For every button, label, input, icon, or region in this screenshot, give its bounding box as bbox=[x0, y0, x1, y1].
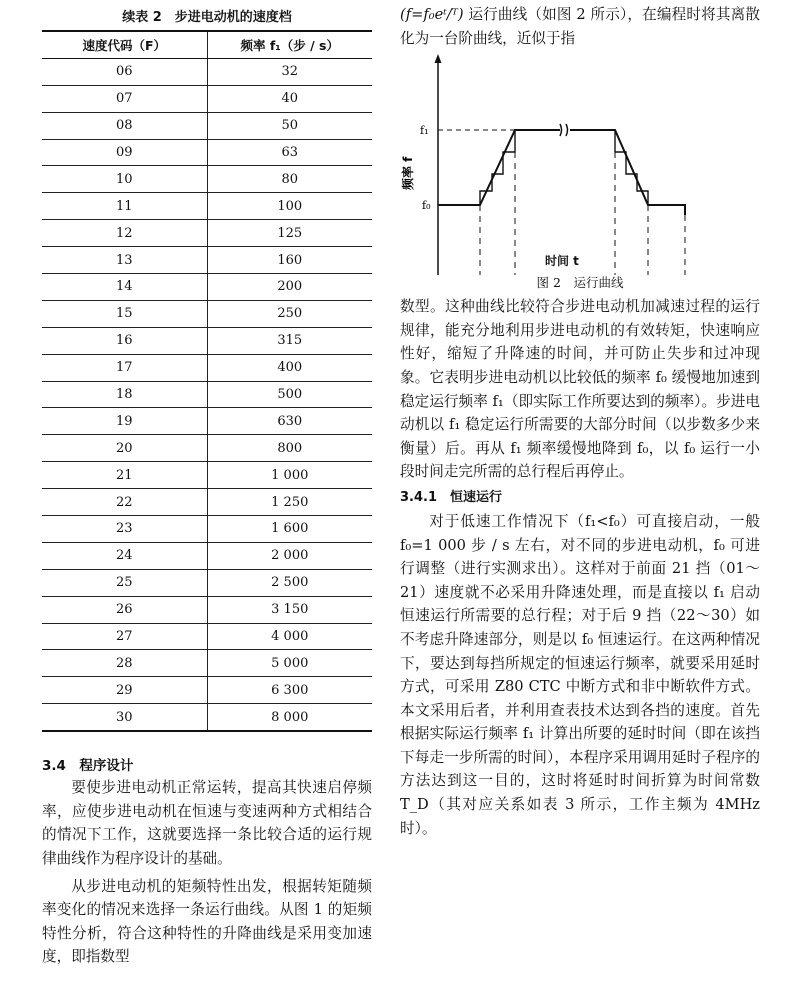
table-row bbox=[42, 327, 372, 354]
table-row bbox=[42, 542, 372, 569]
frequency-cell: 200 bbox=[207, 274, 372, 301]
speed-code-cell: 27 bbox=[42, 623, 207, 650]
table-row bbox=[42, 596, 372, 623]
figure-caption bbox=[400, 254, 760, 293]
paragraph: 要使步进电动机正常运转，提高其快速启停频率，应使步进电动机在恒速与变速两种方式相结合的情况下工作，这就要选择一条比较合适的运行规律曲线作为程序设计的基础。 bbox=[42, 779, 372, 867]
x-axis-label: 时间 t bbox=[545, 254, 579, 269]
speed-code-cell: 06 bbox=[42, 58, 207, 85]
speed-code-cell: 23 bbox=[42, 516, 207, 543]
table-row bbox=[42, 569, 372, 596]
speed-code-cell: 19 bbox=[42, 408, 207, 435]
table-row bbox=[42, 623, 372, 650]
speed-code-cell: 21 bbox=[42, 462, 207, 489]
frequency-cell: 630 bbox=[207, 408, 372, 435]
y-axis-label: 频率 f bbox=[401, 156, 415, 191]
speed-code-cell: 08 bbox=[42, 112, 207, 139]
speed-table bbox=[42, 30, 372, 732]
speed-code-cell: 22 bbox=[42, 489, 207, 516]
speed-code-cell: 11 bbox=[42, 193, 207, 220]
acceleration-curve bbox=[438, 130, 560, 205]
frequency-cell: 100 bbox=[207, 193, 372, 220]
frequency-cell: 500 bbox=[207, 381, 372, 408]
table-row bbox=[42, 650, 372, 677]
frequency-cell: 160 bbox=[207, 247, 372, 274]
speed-code-cell: 30 bbox=[42, 704, 207, 731]
speed-code-cell: 07 bbox=[42, 85, 207, 112]
table-row bbox=[42, 704, 372, 731]
table-row bbox=[42, 247, 372, 274]
frequency-cell: 63 bbox=[207, 139, 372, 166]
frequency-cell: 2 500 bbox=[207, 569, 372, 596]
table-row bbox=[42, 58, 372, 85]
table-row bbox=[42, 489, 372, 516]
frequency-cell: 4 000 bbox=[207, 623, 372, 650]
table-row bbox=[42, 516, 372, 543]
table-header-row bbox=[42, 31, 372, 58]
table-row bbox=[42, 408, 372, 435]
intro-text: 运行曲线（如图 2 所示），在编程时将其离散化为一台阶曲线，近似于指 bbox=[400, 6, 760, 47]
frequency-cell: 2 000 bbox=[207, 542, 372, 569]
speed-code-cell: 29 bbox=[42, 677, 207, 704]
table-row bbox=[42, 435, 372, 462]
speed-code-cell: 16 bbox=[42, 327, 207, 354]
speed-code-cell: 25 bbox=[42, 569, 207, 596]
speed-code-cell: 13 bbox=[42, 247, 207, 274]
frequency-cell: 80 bbox=[207, 166, 372, 193]
running-curve-chart bbox=[400, 50, 760, 275]
frequency-cell: 315 bbox=[207, 327, 372, 354]
axis-break-mark bbox=[560, 124, 568, 136]
paragraph-intro bbox=[400, 3, 760, 50]
frequency-cell: 250 bbox=[207, 300, 372, 327]
frequency-cell: 6 300 bbox=[207, 677, 372, 704]
left-column bbox=[42, 0, 372, 969]
table-row bbox=[42, 381, 372, 408]
table-row bbox=[42, 112, 372, 139]
formula: (f=f₀eᵗ/ᵀ) bbox=[400, 6, 464, 23]
column-header-code: 速度代码（F） bbox=[42, 31, 207, 58]
section-heading: 3.4 程序设计 bbox=[42, 758, 134, 775]
speed-code-cell: 24 bbox=[42, 542, 207, 569]
paragraph: 从步进电动机的矩频特性出发，根据转矩随频率变化的情况来选择一条运行曲线。从图 1 的矩频特性分析，符合这种特性的升降曲线是采用变加速度，即指数型 bbox=[42, 877, 372, 966]
table-row bbox=[42, 85, 372, 112]
figure-running-curve bbox=[400, 50, 760, 275]
frequency-cell: 400 bbox=[207, 354, 372, 381]
table-row bbox=[42, 139, 372, 166]
table-row bbox=[42, 354, 372, 381]
speed-code-cell: 26 bbox=[42, 596, 207, 623]
frequency-cell: 1 600 bbox=[207, 516, 372, 543]
figure-caption-text: 图 2 运行曲线 bbox=[536, 275, 624, 291]
deceleration-curve bbox=[570, 130, 685, 215]
frequency-cell: 125 bbox=[207, 220, 372, 247]
speed-code-cell: 09 bbox=[42, 139, 207, 166]
f1-label: f₁ bbox=[420, 124, 429, 138]
paragraph: 对于低速工作情况下（f₁<f₀）可直接启动，一般 f₀=1 000 步 / s 左右，对不同的步进电动机，f₀ 可进行调整（进行实测求出）。这样对于前面 21 挡（01～21）速度就不必采用升降速处理，而是直接以 f₁ 启动恒速运行所需要的总行程；对于后 9 挡（22～30）如不考虑升降速部分，则是以 f₀ 恒速运行。在这两种情况下，要达到每挡所规定的恒速运行频率，就要采用延时方式，可采用 Z80 CTC 中断方式和非中断软件方式。本文采用后者，并利用查表技术达到各挡的速度。首先根据实际运行频率 f₁ 计算出所要的延时时间（即在该挡下每走一步所需的时间），本程序采用调用延时子程序的方法达到这一目的，这时将延时时间折算为时间常数 T_D（其对应关系如表 3 所示，工作主频为 4MHz 时）。 bbox=[400, 512, 760, 837]
table-row bbox=[42, 462, 372, 489]
speed-code-cell: 15 bbox=[42, 300, 207, 327]
speed-code-cell: 20 bbox=[42, 435, 207, 462]
frequency-cell: 40 bbox=[207, 85, 372, 112]
speed-code-cell: 14 bbox=[42, 274, 207, 301]
frequency-cell: 3 150 bbox=[207, 596, 372, 623]
table-row bbox=[42, 274, 372, 301]
frequency-cell: 1 250 bbox=[207, 489, 372, 516]
frequency-cell: 1 000 bbox=[207, 462, 372, 489]
table-title: 续表 2 步进电动机的速度档 bbox=[122, 10, 292, 25]
paragraph: 数型。这种曲线比较符合步进电动机加减速过程的运行规律，能充分地利用步进电动机的有效转矩，快速响应性好，缩短了升降速的时间，并可防止失步和过冲现象。它表明步进电动机以比较低的频率 f₀ 缓慢地加速到稳定运行频率 f₁（即实际工作所要达到的频率）。步进电动机以 f₁ 稳定运行所需要的大部分时间（以步数多少来衡量）后。再从 f₁ 频率缓慢地降到 f₀，以 f₀ 运行一小段时间走完所需的总行程后再停止。 bbox=[400, 298, 760, 481]
f0-label: f₀ bbox=[422, 199, 431, 213]
table-body bbox=[42, 58, 372, 731]
table-row bbox=[42, 677, 372, 704]
frequency-cell: 5 000 bbox=[207, 650, 372, 677]
speed-code-cell: 12 bbox=[42, 220, 207, 247]
y-axis-arrow bbox=[435, 54, 442, 63]
speed-code-cell: 10 bbox=[42, 166, 207, 193]
speed-code-cell: 17 bbox=[42, 354, 207, 381]
frequency-cell: 8 000 bbox=[207, 704, 372, 731]
table-row bbox=[42, 300, 372, 327]
speed-code-cell: 18 bbox=[42, 381, 207, 408]
table-row bbox=[42, 166, 372, 193]
column-header-frequency: 频率 f₁（步 / s） bbox=[207, 31, 372, 58]
right-column bbox=[400, 0, 760, 840]
table-row bbox=[42, 220, 372, 247]
table-row bbox=[42, 193, 372, 220]
frequency-cell: 32 bbox=[207, 58, 372, 85]
frequency-cell: 50 bbox=[207, 112, 372, 139]
speed-code-cell: 28 bbox=[42, 650, 207, 677]
subsection-heading: 3.4.1 恒速运行 bbox=[400, 489, 503, 505]
frequency-cell: 800 bbox=[207, 435, 372, 462]
